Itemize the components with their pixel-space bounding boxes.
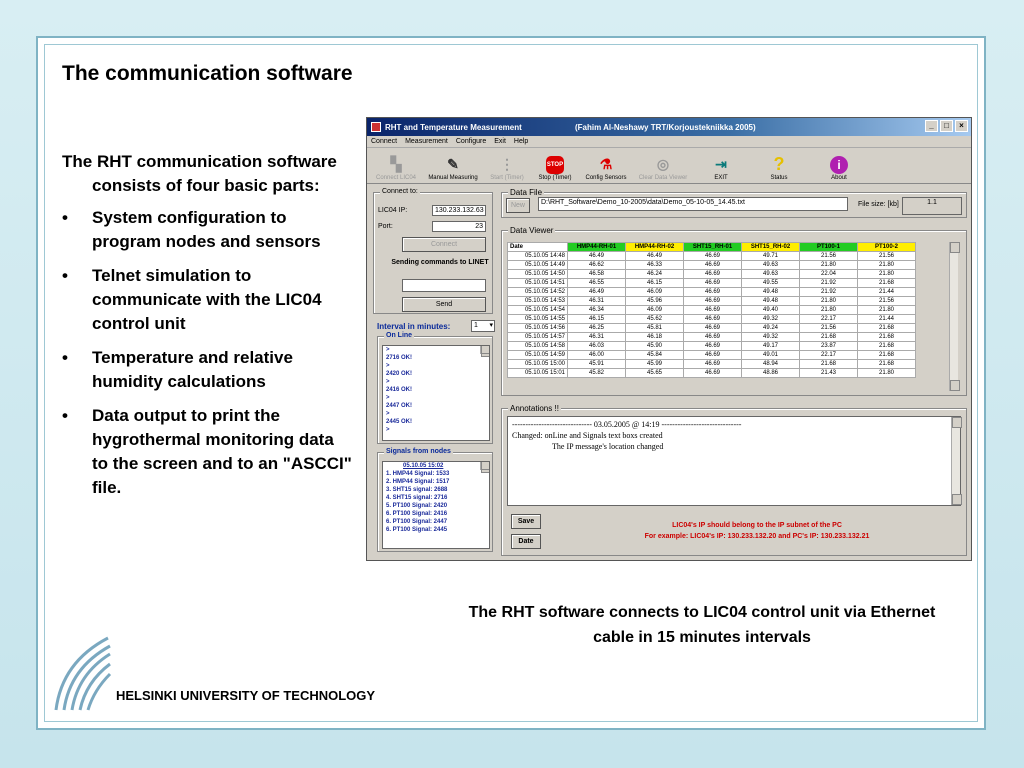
- interval-value: 1: [474, 322, 478, 329]
- cell-value: 21.80: [800, 306, 858, 315]
- menu-measurement[interactable]: Measurement: [405, 138, 448, 145]
- cell-value: 49.32: [742, 333, 800, 342]
- cell-value: 22.17: [800, 351, 858, 360]
- cell-value: 45.82: [568, 369, 626, 378]
- table-row[interactable]: [508, 252, 916, 261]
- toolbar-label: EXIT: [714, 175, 728, 181]
- bullet-dot: •: [62, 348, 68, 367]
- table-row[interactable]: [508, 333, 916, 342]
- app-icon: [371, 122, 381, 132]
- cell-value: 21.68: [800, 360, 858, 369]
- online-line: >: [386, 379, 390, 385]
- cell-value: 49.48: [742, 297, 800, 306]
- table-row[interactable]: [508, 342, 916, 351]
- menu-configure[interactable]: Configure: [455, 138, 487, 145]
- cell-value: 21.80: [858, 270, 916, 279]
- data-file-heading: Data File: [510, 188, 543, 197]
- annotation-line: ------------------------------ 03.05.2005 @ 14:19 ------------------------------: [512, 420, 742, 429]
- cell-value: 46.69: [684, 270, 742, 279]
- toolbar: [367, 148, 971, 184]
- cell-value: 21.44: [858, 315, 916, 324]
- cell-value: 21.80: [800, 297, 858, 306]
- signal-line: 1. HMP44 Signal: 1533: [386, 471, 450, 477]
- slide-title: The communication software: [62, 62, 353, 85]
- exit-button[interactable]: [695, 154, 747, 181]
- cell-value: 21.44: [858, 288, 916, 297]
- online-line: >: [386, 395, 390, 401]
- toolbar-label: Connect LIC04: [375, 175, 417, 181]
- cell-value: 21.92: [800, 288, 858, 297]
- cell-value: 45.99: [626, 360, 684, 369]
- online-scrollbar[interactable]: [480, 346, 489, 354]
- port-field[interactable]: 23: [432, 221, 486, 232]
- online-line: >: [386, 347, 390, 353]
- data-file-path[interactable]: D:\RHT_Software\Demo_10-2005\data\Demo_05-10-05_14.45.txt: [538, 197, 848, 211]
- signal-line: 5. PT100 Signal: 2420: [386, 503, 448, 509]
- cell-value: 46.62: [568, 261, 626, 270]
- chevron-down-icon: ▾: [489, 322, 493, 329]
- toolbar-label: Stop (Timer): [538, 175, 572, 181]
- cell-value: 21.68: [858, 351, 916, 360]
- cell-value: 46.34: [568, 306, 626, 315]
- table-row[interactable]: [508, 288, 916, 297]
- cell-value: 46.09: [626, 306, 684, 315]
- menu-help[interactable]: Help: [513, 138, 529, 145]
- cell-value: 46.69: [684, 351, 742, 360]
- toolbar-label: Status: [770, 175, 788, 181]
- cell-value: 46.49: [568, 288, 626, 297]
- app-window: [366, 117, 972, 561]
- cell-value: 22.17: [800, 315, 858, 324]
- cell-value: 21.80: [800, 261, 858, 270]
- interval-select[interactable]: [471, 320, 495, 332]
- signal-line: 2. HMP44 Signal: 1517: [386, 479, 450, 485]
- manual-measuring-button[interactable]: [425, 154, 481, 181]
- window-titlebar[interactable]: [367, 118, 971, 136]
- signals-scrollbar[interactable]: [480, 462, 489, 470]
- cell-value: 46.55: [568, 279, 626, 288]
- university-logo-icon: [52, 632, 112, 712]
- bullet-dot: •: [62, 208, 68, 227]
- bullet-text: Temperature and relative humidity calculations: [92, 348, 293, 391]
- bullet-item: [62, 264, 352, 336]
- table-row[interactable]: [508, 297, 916, 306]
- cell-value: 46.09: [626, 288, 684, 297]
- cell-value: 49.63: [742, 270, 800, 279]
- plug-icon: ▚: [390, 155, 402, 172]
- cell-date: 05.10.05 14:54: [508, 306, 568, 315]
- cell-value: 45.90: [626, 342, 684, 351]
- cell-value: 21.56: [858, 297, 916, 306]
- cell-value: 49.55: [742, 279, 800, 288]
- file-size-label: File size: [kb]: [858, 201, 899, 208]
- cell-value: 21.68: [858, 342, 916, 351]
- stop-sign-icon: STOP: [546, 156, 564, 174]
- cell-value: 46.69: [684, 297, 742, 306]
- online-line: >: [386, 363, 390, 369]
- toolbar-label: Manual Measuring: [428, 175, 478, 181]
- cell-value: 45.91: [568, 360, 626, 369]
- online-line: 2420 OK!: [386, 371, 413, 377]
- column-header[interactable]: PT100-2: [858, 243, 916, 252]
- new-file-button[interactable]: New: [506, 198, 530, 213]
- ip-warning-line: LIC04's IP should belong to the IP subnet of the PC: [672, 522, 842, 529]
- cell-value: 48.86: [742, 369, 800, 378]
- connect-heading: Connect to:: [382, 188, 418, 195]
- column-header[interactable]: PT100-1: [800, 243, 858, 252]
- cell-value: 21.56: [858, 252, 916, 261]
- cell-value: 49.48: [742, 288, 800, 297]
- cell-value: 49.63: [742, 261, 800, 270]
- cell-value: 49.40: [742, 306, 800, 315]
- cell-value: 21.68: [858, 360, 916, 369]
- file-size-value: 1.1: [902, 197, 962, 215]
- table-row[interactable]: [508, 324, 916, 333]
- cell-value: 49.32: [742, 315, 800, 324]
- cell-value: 46.24: [626, 270, 684, 279]
- cell-value: 46.69: [684, 324, 742, 333]
- connect-lic04-button[interactable]: [371, 154, 421, 181]
- cell-date: 05.10.05 14:49: [508, 261, 568, 270]
- cell-value: 46.49: [626, 252, 684, 261]
- cell-value: 21.80: [858, 369, 916, 378]
- annotation-line: The IP message's location changed: [552, 442, 664, 451]
- cell-date: 05.10.05 14:59: [508, 351, 568, 360]
- cell-value: 21.56: [800, 324, 858, 333]
- port-label: Port:: [378, 223, 393, 230]
- bullet-item: [62, 404, 352, 500]
- minimize-button[interactable]: _: [925, 120, 938, 132]
- menu-exit[interactable]: Exit: [494, 138, 506, 145]
- info-icon: i: [830, 156, 848, 174]
- signal-line: 6. PT100 Signal: 2416: [386, 511, 448, 517]
- cell-value: 45.81: [626, 324, 684, 333]
- cell-value: 45.62: [626, 315, 684, 324]
- window-author: (Fahim Al-Neshawy TRT/Korjoustekniikka 2005): [575, 122, 756, 132]
- table-row[interactable]: [508, 369, 916, 378]
- bullet-text: Telnet simulation to communicate with the LIC04 control unit: [92, 266, 322, 333]
- command-input[interactable]: [402, 279, 486, 292]
- cell-value: 46.33: [626, 261, 684, 270]
- cell-value: 48.94: [742, 360, 800, 369]
- cell-value: 45.84: [626, 351, 684, 360]
- maximize-button[interactable]: □: [940, 120, 953, 132]
- cell-date: 05.10.05 14:58: [508, 342, 568, 351]
- ip-warning: [557, 520, 957, 542]
- column-header[interactable]: HMP44-RH-01: [568, 243, 626, 252]
- table-row[interactable]: [508, 279, 916, 288]
- column-header[interactable]: Date: [508, 243, 568, 252]
- university-name: HELSINKI UNIVERSITY OF TECHNOLOGY: [116, 688, 376, 703]
- cell-date: 05.10.05 15:00: [508, 360, 568, 369]
- exit-door-icon: ⇥: [715, 155, 727, 172]
- online-panel: [377, 332, 493, 444]
- cell-value: 46.69: [684, 279, 742, 288]
- signals-log[interactable]: [382, 461, 490, 549]
- stop-timer-button[interactable]: [533, 156, 577, 181]
- bullet-item: [62, 346, 352, 394]
- ip-warning-example: For example: LIC04's IP: 130.233.132.20 and PC's IP: 130.233.132.21: [644, 533, 870, 540]
- clear-data-viewer-button[interactable]: [635, 154, 691, 181]
- cell-value: 46.69: [684, 333, 742, 342]
- cell-value: 49.71: [742, 252, 800, 261]
- signal-line: 3. SHT15 signal: 2688: [386, 487, 448, 493]
- bullet-item: [62, 206, 352, 254]
- cell-date: 05.10.05 14:57: [508, 333, 568, 342]
- eraser-icon: ◎: [656, 155, 670, 172]
- cell-value: 23.87: [800, 342, 858, 351]
- cell-value: 46.69: [684, 261, 742, 270]
- bullet-dot: •: [62, 406, 68, 425]
- toolbar-label: Start (Timer): [490, 175, 524, 181]
- online-line: 2445 OK!: [386, 419, 413, 425]
- traffic-light-icon: ⋮: [500, 155, 514, 172]
- cell-value: 22.04: [800, 270, 858, 279]
- bullet-text: System configuration to program nodes and sensors: [92, 208, 321, 251]
- cell-value: 46.69: [684, 306, 742, 315]
- cell-date: 05.10.05 14:51: [508, 279, 568, 288]
- table-row[interactable]: [508, 351, 916, 360]
- table-row[interactable]: [508, 360, 916, 369]
- cell-date: 05.10.05 14:56: [508, 324, 568, 333]
- data-viewer-table[interactable]: [507, 242, 916, 378]
- about-button[interactable]: [811, 156, 867, 181]
- menu-connect[interactable]: Connect: [371, 138, 398, 145]
- interval-label: Interval in minutes:: [377, 322, 451, 331]
- cell-value: 46.03: [568, 342, 626, 351]
- cell-value: 21.92: [800, 279, 858, 288]
- bullet-intro: The RHT communication software consists of four basic parts:: [62, 152, 337, 195]
- cell-value: 49.17: [742, 342, 800, 351]
- cell-value: 46.00: [568, 351, 626, 360]
- table-row[interactable]: [508, 315, 916, 324]
- online-line: 2416 OK!: [386, 387, 413, 393]
- screenshot-caption: The RHT software connects to LIC04 control unit via Ethernet cable in 15 minutes intervals: [468, 604, 936, 646]
- annotations-textarea[interactable]: [507, 416, 961, 506]
- toolbar-label: Clear Data Viewer: [638, 175, 688, 181]
- column-header[interactable]: SHT15_RH-01: [684, 243, 742, 252]
- online-line: 2716 OK!: [386, 355, 413, 361]
- probe-icon: ✎: [447, 155, 459, 172]
- cell-value: 46.49: [568, 252, 626, 261]
- close-button[interactable]: ×: [955, 120, 968, 132]
- cell-date: 05.10.05 14:48: [508, 252, 568, 261]
- cell-value: 49.24: [742, 324, 800, 333]
- window-title: RHT and Temperature Measurement: [385, 122, 522, 132]
- signal-line: 4. SHT15 signal: 2716: [386, 495, 448, 501]
- signals-panel: [377, 448, 493, 552]
- cell-value: 21.68: [858, 324, 916, 333]
- bullet-text: Data output to print the hygrothermal monitoring data to the screen and to an "ASCCI" file.: [92, 406, 352, 497]
- toolbar-label: Config Sensors: [585, 175, 627, 181]
- online-log[interactable]: [382, 345, 490, 441]
- cell-value: 46.18: [626, 333, 684, 342]
- ip-label: LIC04 IP:: [378, 207, 408, 214]
- cell-date: 05.10.05 14:52: [508, 288, 568, 297]
- cell-value: 21.80: [858, 306, 916, 315]
- signals-heading: Signals from nodes: [386, 448, 451, 455]
- cell-date: 05.10.05 14:50: [508, 270, 568, 279]
- cell-value: 45.65: [626, 369, 684, 378]
- table-header-row: [508, 243, 916, 252]
- cell-value: 46.69: [684, 252, 742, 261]
- cell-value: 46.69: [684, 360, 742, 369]
- table-row[interactable]: [508, 306, 916, 315]
- connect-button[interactable]: Connect: [402, 237, 486, 252]
- cell-value: 46.69: [684, 342, 742, 351]
- cell-value: 46.69: [684, 288, 742, 297]
- cell-value: 46.15: [626, 279, 684, 288]
- send-heading: Sending commands to LINET: [391, 259, 489, 266]
- bullet-list: [62, 150, 352, 510]
- cell-value: 46.69: [684, 369, 742, 378]
- menu-bar: [367, 136, 971, 148]
- annotation-line: Changed: onLine and Signals text boxs created: [512, 431, 663, 440]
- cell-date: 05.10.05 14:55: [508, 315, 568, 324]
- question-icon: ?: [773, 153, 785, 174]
- online-line: 2447 OK!: [386, 403, 413, 409]
- cell-value: 21.68: [858, 333, 916, 342]
- cell-value: 46.69: [684, 315, 742, 324]
- send-button[interactable]: Send: [402, 297, 486, 312]
- signal-line: 6. PT100 Signal: 2445: [386, 527, 448, 533]
- cell-value: 21.80: [858, 261, 916, 270]
- online-line: >: [386, 427, 390, 433]
- cell-value: 46.25: [568, 324, 626, 333]
- config-sensors-button[interactable]: [581, 154, 631, 181]
- cell-date: 05.10.05 14:53: [508, 297, 568, 306]
- ip-field[interactable]: 130.233.132.63: [432, 205, 486, 216]
- data-file-panel: [501, 188, 967, 218]
- toolbar-label: About: [831, 175, 847, 181]
- signals-timestamp: 05.10.05 15:02: [403, 463, 444, 469]
- flask-icon: ⚗: [599, 155, 613, 172]
- cell-value: 46.15: [568, 315, 626, 324]
- cell-value: 21.68: [858, 279, 916, 288]
- cell-value: 46.31: [568, 333, 626, 342]
- data-viewer-scrollbar[interactable]: [949, 242, 958, 391]
- signal-line: 6. PT100 Signal: 2447: [386, 519, 448, 525]
- column-header[interactable]: HMP44-RH-02: [626, 243, 684, 252]
- annotations-scrollbar[interactable]: [951, 417, 960, 505]
- online-line: >: [386, 411, 390, 417]
- date-button[interactable]: Date: [511, 534, 541, 549]
- cell-date: 05.10.05 15:01: [508, 369, 568, 378]
- column-header[interactable]: SHT15_RH-02: [742, 243, 800, 252]
- bullet-dot: •: [62, 266, 68, 285]
- connect-panel: [373, 188, 493, 314]
- cell-value: 49.01: [742, 351, 800, 360]
- online-heading: On Line: [386, 332, 413, 339]
- cell-value: 46.58: [568, 270, 626, 279]
- status-button[interactable]: [751, 154, 807, 181]
- table-row[interactable]: [508, 270, 916, 279]
- annotations-heading: Annotations !!: [510, 404, 559, 413]
- cell-value: 21.43: [800, 369, 858, 378]
- data-viewer-heading: Data Viewer: [510, 226, 554, 235]
- save-button[interactable]: Save: [511, 514, 541, 529]
- cell-value: 46.31: [568, 297, 626, 306]
- start-timer-button[interactable]: [485, 154, 529, 181]
- table-row[interactable]: [508, 261, 916, 270]
- cell-value: 45.96: [626, 297, 684, 306]
- cell-value: 21.68: [800, 333, 858, 342]
- cell-value: 21.56: [800, 252, 858, 261]
